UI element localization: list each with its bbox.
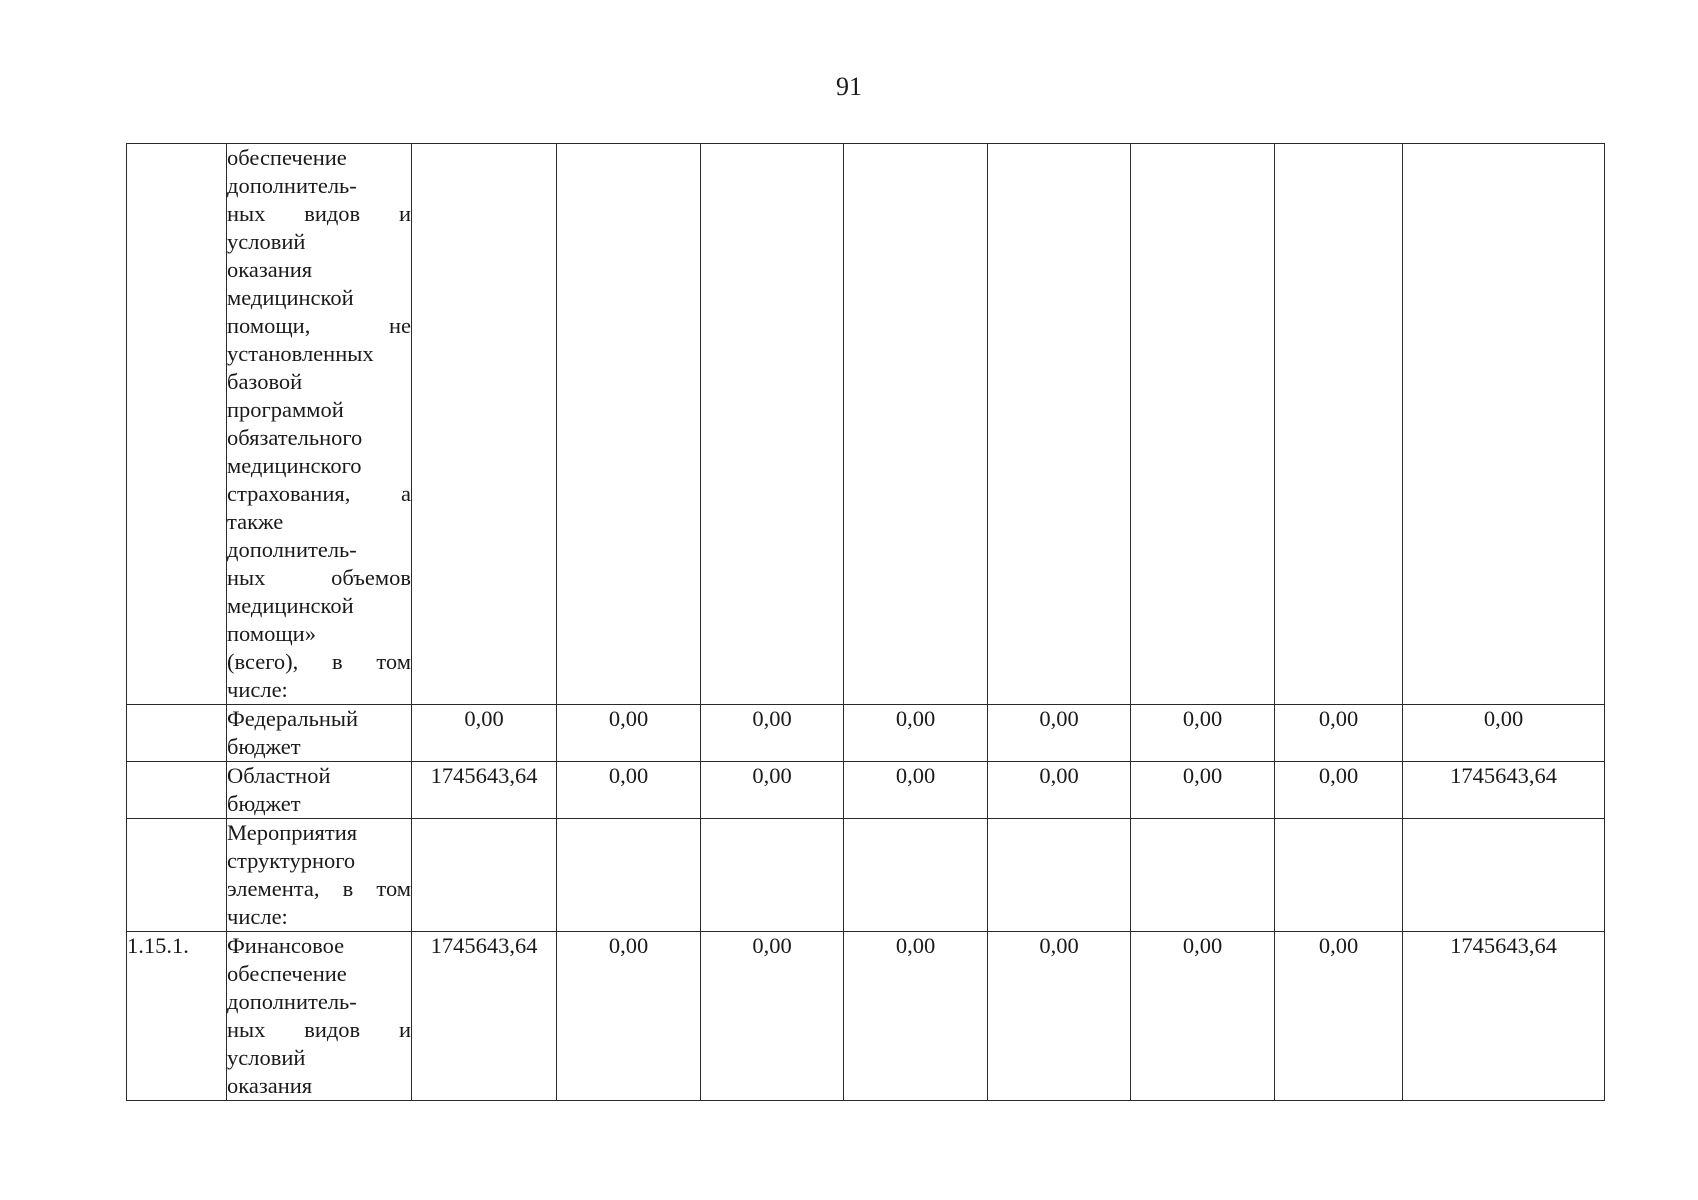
item-name-line: базовой xyxy=(227,369,303,394)
value-cell: 0,00 xyxy=(1275,705,1403,762)
value-cell xyxy=(844,819,988,932)
item-name-line: помощи» xyxy=(227,621,316,646)
value-cell: 0,00 xyxy=(1131,705,1275,762)
value-cell xyxy=(1403,144,1605,705)
table-row xyxy=(127,932,1605,1101)
table-row xyxy=(127,144,1605,705)
value-cell xyxy=(1403,819,1605,932)
value-cell: 0,00 xyxy=(412,705,557,762)
value-cell xyxy=(412,144,557,705)
item-name-cell xyxy=(227,819,412,932)
value-cell: 0,00 xyxy=(557,705,701,762)
item-name-cell xyxy=(227,144,412,705)
item-name-line: структурного xyxy=(227,848,356,873)
item-name-line: дополнитель- xyxy=(227,537,357,562)
item-name-line: дополнитель- xyxy=(227,989,357,1014)
value-cell xyxy=(701,819,844,932)
item-name-line: бюджет xyxy=(227,791,301,816)
row-number-cell xyxy=(127,705,227,762)
table-row xyxy=(127,819,1605,932)
item-name-line: (всего), в том xyxy=(227,649,411,674)
value-cell xyxy=(557,144,701,705)
item-name-line: медицинского xyxy=(227,453,362,478)
item-name-line: Мероприятия xyxy=(227,820,358,845)
value-cell xyxy=(1131,819,1275,932)
page-number: 91 xyxy=(836,72,862,101)
value-cell: 1745643,64 xyxy=(412,762,557,819)
item-name-line: условий xyxy=(227,229,306,254)
item-name-line: оказания xyxy=(227,1073,313,1098)
item-name-line: программой xyxy=(227,397,344,422)
value-cell: 0,00 xyxy=(844,932,988,1101)
value-cell: 0,00 xyxy=(1131,932,1275,1101)
value-cell: 0,00 xyxy=(1275,932,1403,1101)
row-number-cell xyxy=(127,762,227,819)
value-cell xyxy=(988,819,1131,932)
value-cell: 0,00 xyxy=(557,762,701,819)
item-name-line: медицинской xyxy=(227,593,354,618)
value-cell: 0,00 xyxy=(988,762,1131,819)
value-cell xyxy=(1275,819,1403,932)
item-name-line: числе: xyxy=(227,677,288,702)
value-cell xyxy=(701,144,844,705)
table-body xyxy=(127,144,1605,1101)
item-name-line: Финансовое xyxy=(227,933,345,958)
value-cell: 0,00 xyxy=(1275,762,1403,819)
value-cell xyxy=(412,819,557,932)
item-name-line: установленных xyxy=(227,341,374,366)
value-cell: 0,00 xyxy=(701,705,844,762)
item-name-cell xyxy=(227,705,412,762)
item-name-cell xyxy=(227,932,412,1101)
row-number-cell xyxy=(127,144,227,705)
value-cell: 0,00 xyxy=(844,762,988,819)
value-cell: 1745643,64 xyxy=(412,932,557,1101)
value-cell xyxy=(557,819,701,932)
item-name-line: медицинской xyxy=(227,285,354,310)
value-cell xyxy=(844,144,988,705)
item-name-line: страхования, а xyxy=(227,481,411,506)
value-cell: 0,00 xyxy=(844,705,988,762)
item-name-line: ных объемов xyxy=(227,565,411,590)
value-cell xyxy=(1131,144,1275,705)
row-number-cell: 1.15.1. xyxy=(127,932,227,1101)
item-name-line: также xyxy=(227,509,284,534)
item-name-line: ных видов и xyxy=(227,201,411,226)
value-cell: 1745643,64 xyxy=(1403,762,1605,819)
value-cell: 0,00 xyxy=(701,932,844,1101)
item-name-line: бюджет xyxy=(227,734,301,759)
item-name-line: оказания xyxy=(227,257,313,282)
item-name-line: дополнитель- xyxy=(227,173,357,198)
item-name-line: Федеральный xyxy=(227,706,359,731)
item-name-cell xyxy=(227,762,412,819)
value-cell: 0,00 xyxy=(1403,705,1605,762)
row-number-cell xyxy=(127,819,227,932)
item-name-line: обеспечение xyxy=(227,145,347,170)
value-cell: 1745643,64 xyxy=(1403,932,1605,1101)
table-row xyxy=(127,705,1605,762)
item-name-line: условий xyxy=(227,1045,306,1070)
value-cell: 0,00 xyxy=(557,932,701,1101)
value-cell xyxy=(988,144,1131,705)
value-cell: 0,00 xyxy=(1131,762,1275,819)
table-row xyxy=(127,762,1605,819)
item-name-line: Областной xyxy=(227,763,331,788)
value-cell xyxy=(1275,144,1403,705)
value-cell: 0,00 xyxy=(988,932,1131,1101)
value-cell: 0,00 xyxy=(701,762,844,819)
budget-table xyxy=(126,143,1605,1101)
item-name-line: обеспечение xyxy=(227,961,347,986)
item-name-line: числе: xyxy=(227,904,288,929)
item-name-line: обязательного xyxy=(227,425,363,450)
item-name-line: элемента, в том xyxy=(227,876,411,901)
value-cell: 0,00 xyxy=(988,705,1131,762)
item-name-line: помощи, не xyxy=(227,313,411,338)
item-name-line: ных видов и xyxy=(227,1017,411,1042)
